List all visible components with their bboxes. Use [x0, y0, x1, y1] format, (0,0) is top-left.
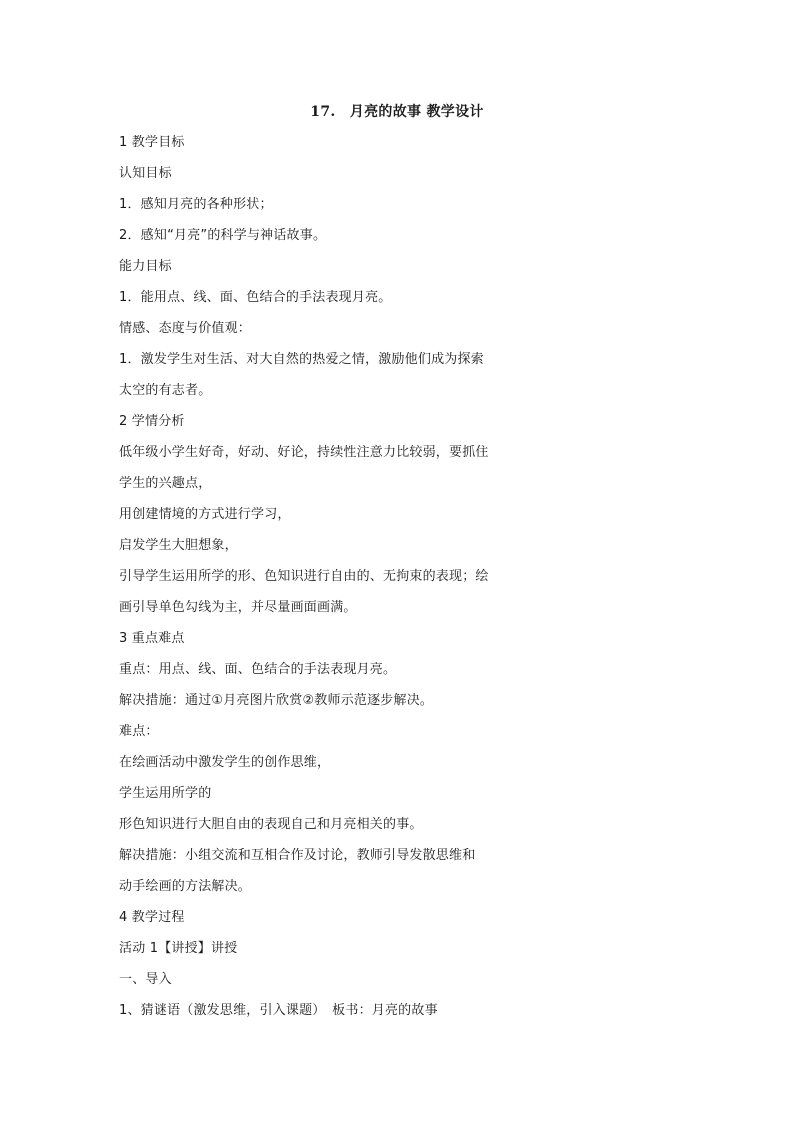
- document-body: [119, 135, 539, 1034]
- paragraph-line: 1．激发学生对生活、对大自然的热爱之情，激励他们成为探索: [119, 352, 484, 367]
- paragraph-line: 1、猜谜语（激发思维，引入课题） 板书：月亮的故事: [119, 1003, 438, 1018]
- paragraph-line: 画引导单色勾线为主，并尽量画面画满。: [119, 600, 357, 615]
- paragraph-line: 学生运用所学的: [119, 786, 212, 801]
- list-item: 1．感知月亮的各种形状；: [119, 197, 273, 212]
- paragraph-line: 引导学生运用所学的形、色知识进行自由的、无拘束的表现；绘: [119, 569, 489, 584]
- paragraph-line: 动手绘画的方法解决。: [119, 879, 252, 894]
- list-item: 2．感知“月亮”的科学与神话故事。: [119, 228, 327, 243]
- list-item: 1．能用点、线、面、色结合的手法表现月亮。: [119, 290, 392, 305]
- paragraph-line: 在绘画活动中激发学生的创作思维，: [119, 755, 331, 770]
- paragraph-line: 启发学生大胆想象，: [119, 538, 238, 553]
- section-heading-analysis: 2 学情分析: [119, 414, 185, 429]
- section-heading-key-points: 3 重点难点: [119, 631, 185, 646]
- paragraph-line: 低年级小学生好奇，好动、好论，持续性注意力比较弱，要抓住: [119, 445, 489, 460]
- paragraph-line: 难点：: [119, 724, 159, 739]
- subheading-emotion-values: 情感、态度与价值观：: [119, 321, 252, 336]
- paragraph-line: 解决措施：通过①月亮图片欣赏②教师示范逐步解决。: [119, 693, 434, 708]
- document-title: 17. 月亮的故事 教学设计: [310, 104, 484, 120]
- paragraph-line: 学生的兴趣点，: [119, 476, 212, 491]
- paragraph-line: 太空的有志者。: [119, 383, 212, 398]
- section-heading-objectives: 1 教学目标: [119, 135, 185, 150]
- paragraph-line: 活动 1【讲授】讲授: [119, 941, 238, 956]
- paragraph-line: 用创建情境的方式进行学习，: [119, 507, 291, 522]
- paragraph-line: 一、导入: [119, 972, 172, 987]
- subheading-cognitive-goals: 认知目标: [119, 166, 172, 181]
- paragraph-line: 解决措施：小组交流和互相合作及讨论，教师引导发散思维和: [119, 848, 476, 863]
- paragraph-line: 重点：用点、线、面、色结合的手法表现月亮。: [119, 662, 397, 677]
- subheading-ability-goals: 能力目标: [119, 259, 172, 274]
- paragraph-line: 形色知识进行大胆自由的表现自己和月亮相关的事。: [119, 817, 423, 832]
- section-heading-process: 4 教学过程: [119, 910, 185, 925]
